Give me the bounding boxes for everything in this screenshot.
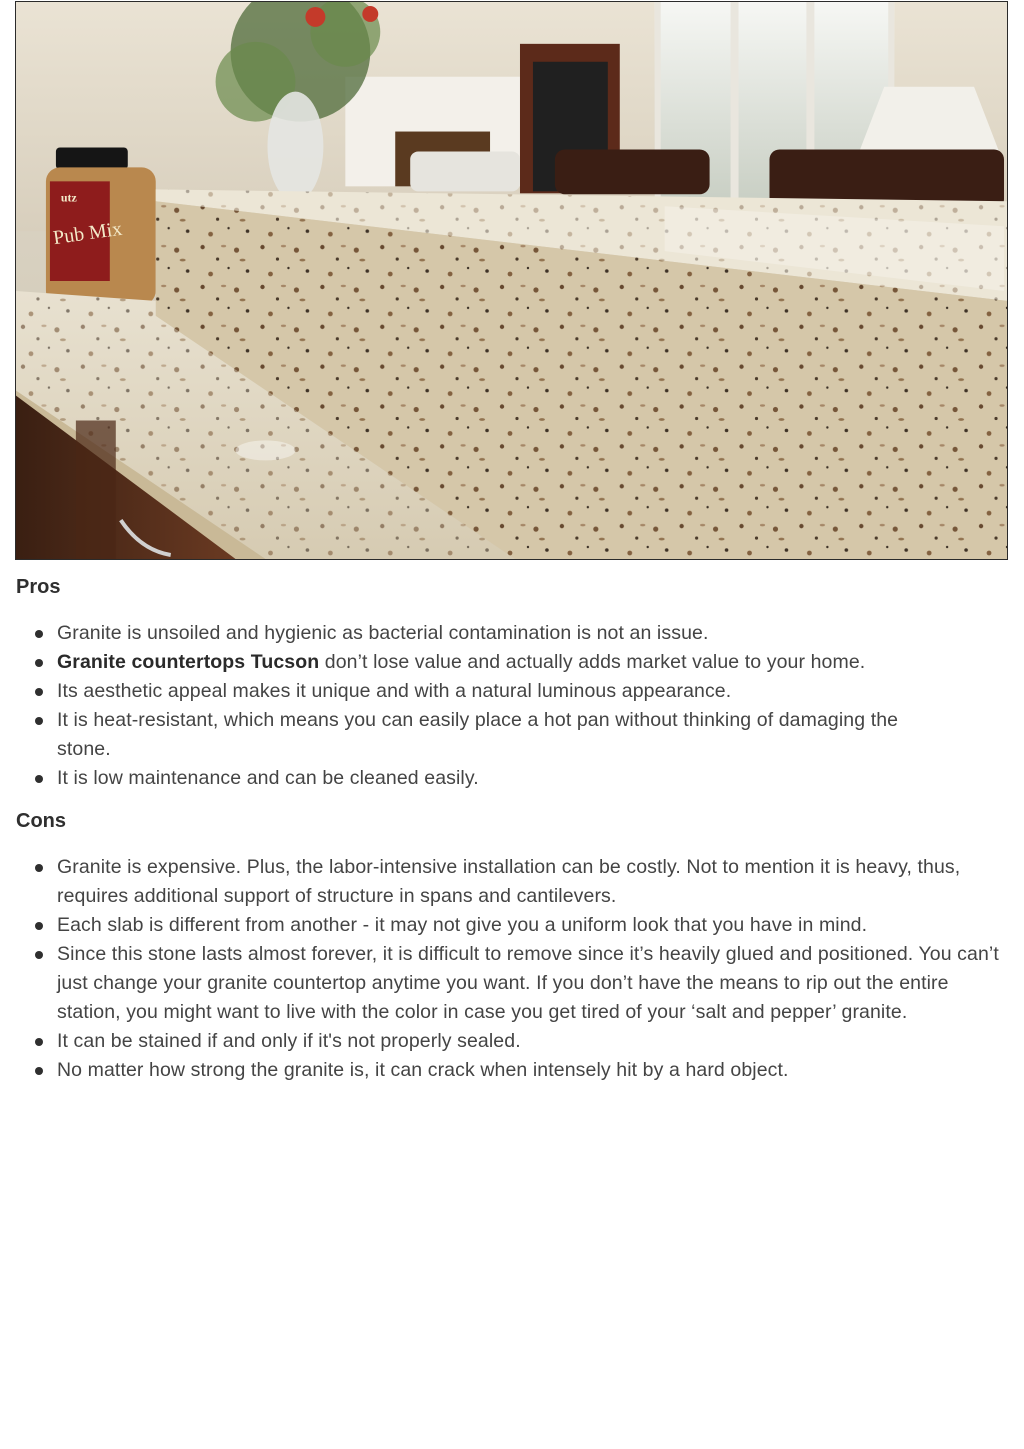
list-item: Granite is expensive. Plus, the labor-intensive installation can be costly. Not to mention it is heavy, thus, requires additional support of structure in spans and cantilevers. xyxy=(16,853,1016,911)
list-item: Granite countertops Tucson don’t lose value and actually adds market value to your home. xyxy=(16,648,1016,677)
cons-list xyxy=(16,853,1016,1085)
list-item: Each slab is different from another - it may not give you a uniform look that you have in mind. xyxy=(16,911,1016,940)
pros-list xyxy=(16,619,1016,793)
list-item: Granite is unsoiled and hygienic as bacterial contamination is not an issue. xyxy=(16,619,1016,648)
jar-label-top: utz xyxy=(60,190,77,205)
list-item: It is heat-resistant, which means you can easily place a hot pan without thinking of damaging the stone. xyxy=(16,706,1016,764)
list-item: Its aesthetic appeal makes it unique and with a natural luminous appearance. xyxy=(16,677,1016,706)
list-item: No matter how strong the granite is, it can crack when intensely hit by a hard object. xyxy=(16,1056,1016,1085)
pros-heading: Pros xyxy=(16,576,61,598)
granite-countertop-photo xyxy=(15,1,1008,560)
list-item: Since this stone lasts almost forever, it is difficult to remove since it’s heavily glued and positioned. You can’t just change your granite countertop anytime you want. If you don’t have the means to rip out the entire station, you might want to live with the color in case you get tired of your ‘salt and pepper’ granite. xyxy=(16,940,1016,1027)
granite-countertops-link-text: Granite countertops Tucson xyxy=(57,651,320,673)
jar-label-main: Pub Mix xyxy=(51,217,124,250)
list-item: It is low maintenance and can be cleaned easily. xyxy=(16,764,1016,793)
cons-heading: Cons xyxy=(16,810,66,832)
countertop-illustration xyxy=(16,2,1007,559)
list-item: It can be stained if and only if it's not properly sealed. xyxy=(16,1027,1016,1056)
